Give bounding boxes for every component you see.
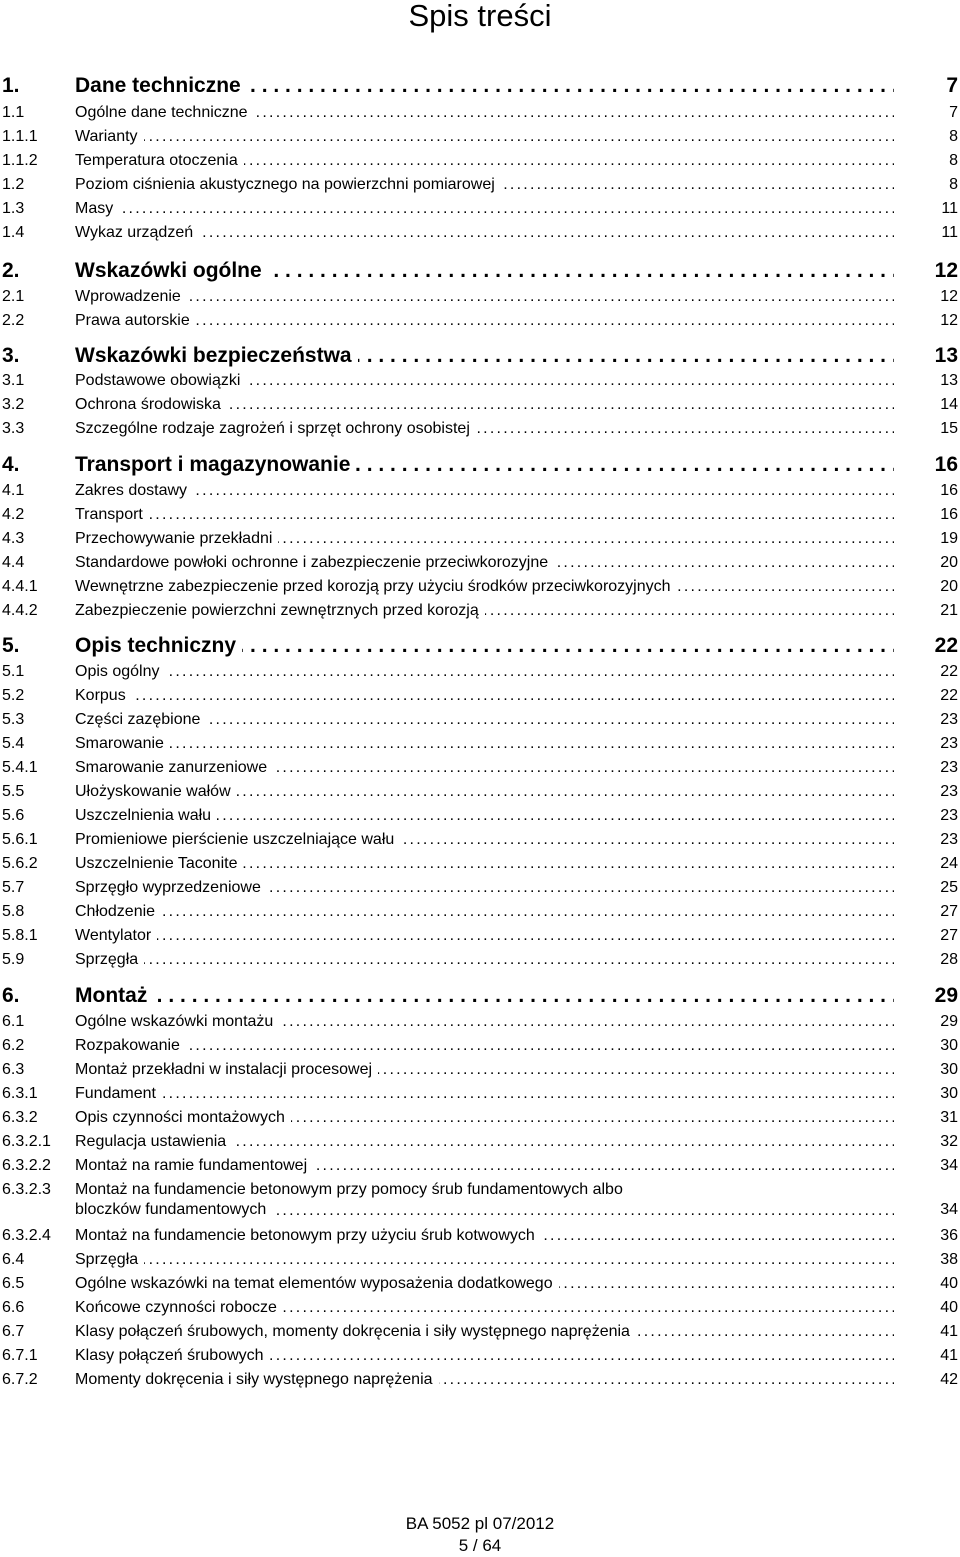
toc-entry[interactable] bbox=[0, 1322, 960, 1346]
toc-entry-number: 5.8.1 bbox=[2, 927, 38, 944]
toc-entry-page-number: 36 bbox=[940, 1227, 958, 1244]
toc-entry-page-number: 29 bbox=[934, 984, 958, 1007]
toc-entry-page-number: 7 bbox=[949, 104, 958, 121]
toc-entry-title bbox=[75, 395, 894, 415]
toc-entry[interactable] bbox=[0, 529, 960, 553]
toc-entry-number: 5.8 bbox=[2, 903, 25, 920]
toc-entry-number: 1.3 bbox=[2, 200, 25, 217]
toc-entry-title-text: Montaż na fundamencie betonowym przy użyciu śrub kotwowych bbox=[75, 1227, 541, 1244]
toc-entry-page-number: 23 bbox=[940, 711, 958, 728]
toc-entry-title bbox=[75, 127, 894, 147]
toc-entry-number: 4.1 bbox=[2, 482, 25, 499]
toc-entry[interactable] bbox=[0, 662, 960, 686]
toc-entry-number: 5.4.1 bbox=[2, 759, 38, 776]
toc-entry[interactable] bbox=[0, 1012, 960, 1036]
toc-entry[interactable] bbox=[0, 553, 960, 577]
toc-entry-page-number: 22 bbox=[940, 663, 958, 680]
toc-entry-title bbox=[75, 505, 894, 525]
toc-entry-title-text: Ułożyskowanie wałów bbox=[75, 783, 237, 800]
toc-entry-title bbox=[75, 1346, 894, 1366]
toc-entry-title-text: Sprzęgło wyprzedzeniowe bbox=[75, 879, 267, 896]
toc-entry-number: 6.3.2.4 bbox=[2, 1227, 51, 1244]
toc-entry-title-text: Wprowadzenie bbox=[75, 288, 187, 305]
toc-entry-title bbox=[75, 223, 894, 243]
toc-entry[interactable] bbox=[0, 830, 960, 854]
toc-entry-number: 5.6.1 bbox=[2, 831, 38, 848]
toc-entry-title-text: Momenty dokręcenia i siły występnego naprężenia bbox=[75, 1371, 439, 1388]
toc-entry-title-text: Zakres dostawy bbox=[75, 482, 193, 499]
toc-entry-title bbox=[75, 103, 894, 123]
toc-entry-page-number: 13 bbox=[940, 372, 958, 389]
toc-entry[interactable] bbox=[0, 127, 960, 151]
toc-entry[interactable] bbox=[0, 481, 960, 505]
toc-entry-number: 5.7 bbox=[2, 879, 25, 896]
toc-entry-number: 4.2 bbox=[2, 506, 25, 523]
toc-entry-page-number: 23 bbox=[940, 735, 958, 752]
toc-entry-page-number: 27 bbox=[940, 903, 958, 920]
toc-entry-page-number: 28 bbox=[940, 951, 958, 968]
toc-entry-page-number: 38 bbox=[940, 1251, 958, 1268]
toc-entry[interactable] bbox=[0, 577, 960, 601]
toc-entry-title-text: Opis techniczny bbox=[75, 634, 242, 657]
toc-entry-number: 5.2 bbox=[2, 687, 25, 704]
toc-entry-number: 4. bbox=[2, 453, 20, 476]
toc-entry[interactable] bbox=[0, 259, 960, 283]
toc-entry-page-number: 42 bbox=[940, 1371, 958, 1388]
toc-entry-title bbox=[75, 419, 894, 439]
toc-entry-page-number: 40 bbox=[940, 1299, 958, 1316]
toc-entry-page-number: 16 bbox=[934, 453, 958, 476]
toc-entry-number: 5.3 bbox=[2, 711, 25, 728]
toc-entry-number: 1.4 bbox=[2, 224, 25, 241]
toc-entry-number: 6. bbox=[2, 984, 20, 1007]
toc-entry-page-number: 21 bbox=[940, 602, 958, 619]
toc-entry-number: 2.1 bbox=[2, 288, 25, 305]
toc-entry-page-number: 23 bbox=[940, 759, 958, 776]
toc-entry-title-text: Standardowe powłoki ochronne i zabezpieczenie przeciwkorozyjne bbox=[75, 554, 554, 571]
toc-entry-number: 4.3 bbox=[2, 530, 25, 547]
toc-entry-title bbox=[75, 926, 894, 946]
toc-entry-title-text: Warianty bbox=[75, 128, 144, 145]
toc-entry-page-number: 14 bbox=[940, 396, 958, 413]
toc-entry-title bbox=[75, 481, 894, 501]
toc-entry-number: 6.7.2 bbox=[2, 1371, 38, 1388]
toc-entry-title-text: Końcowe czynności robocze bbox=[75, 1299, 283, 1316]
page-indicator: 5 / 64 bbox=[458, 1536, 502, 1555]
toc-entry-title bbox=[75, 1132, 894, 1152]
toc-entry-title bbox=[75, 686, 894, 706]
toc-entry-title bbox=[75, 1250, 894, 1270]
toc-entry-number: 5.6 bbox=[2, 807, 25, 824]
toc-entry-title-text: Zabezpieczenie powierzchni zewnętrznych przed korozją bbox=[75, 602, 485, 619]
toc-entry-number: 6.4 bbox=[2, 1251, 25, 1268]
toc-entry-title bbox=[75, 1084, 894, 1104]
toc-entry-title-text: Wentylator bbox=[75, 927, 157, 944]
toc-entry[interactable] bbox=[0, 710, 960, 734]
toc-entry-page-number: 34 bbox=[940, 1157, 958, 1174]
toc-entry-number: 6.3.2.2 bbox=[2, 1157, 51, 1174]
toc-entry-page-number: 12 bbox=[940, 288, 958, 305]
toc-entry-page-number: 13 bbox=[934, 344, 958, 367]
toc-entry-number: 6.3.2 bbox=[2, 1109, 38, 1126]
toc-entry[interactable] bbox=[0, 199, 960, 223]
toc-entry-title bbox=[75, 782, 894, 802]
toc-entry-title bbox=[75, 710, 894, 730]
toc-entry[interactable] bbox=[0, 419, 960, 443]
toc-entry-title bbox=[75, 601, 894, 621]
toc-entry-number: 6.3 bbox=[2, 1061, 25, 1078]
toc-entry[interactable] bbox=[0, 344, 960, 368]
toc-entry-number: 3. bbox=[2, 344, 20, 367]
toc-entry-number: 3.3 bbox=[2, 420, 25, 437]
toc-entry-title-text: Smarowanie zanurzeniowe bbox=[75, 759, 273, 776]
page-title: Spis treści bbox=[408, 0, 552, 33]
toc-entry-number: 6.2 bbox=[2, 1037, 25, 1054]
toc-entry-page-number: 7 bbox=[946, 74, 958, 97]
toc-entry-page-number: 27 bbox=[940, 927, 958, 944]
toc-entry[interactable] bbox=[0, 1298, 960, 1322]
toc-entry[interactable] bbox=[0, 1084, 960, 1108]
toc-entry-page-number: 20 bbox=[940, 578, 958, 595]
toc-entry-title-text: Montaż bbox=[75, 984, 153, 1007]
toc-entry-page-number: 16 bbox=[940, 506, 958, 523]
toc-entry-page-number: 8 bbox=[949, 128, 958, 145]
toc-entry-number: 1.1 bbox=[2, 104, 25, 121]
toc-entry-title bbox=[75, 311, 894, 331]
toc-entry-number: 2.2 bbox=[2, 312, 25, 329]
toc-entry-title bbox=[75, 529, 894, 549]
toc-entry-number: 4.4.2 bbox=[2, 602, 38, 619]
toc-entry-title-text: Montaż na fundamencie betonowym przy pomocy śrub fundamentowych albo bbox=[75, 1180, 894, 1200]
toc-entry[interactable] bbox=[0, 1060, 960, 1084]
toc-entry-title-text: Transport i magazynowanie bbox=[75, 453, 356, 476]
toc-entry-title-text: Transport bbox=[75, 506, 149, 523]
toc-entry-page-number: 16 bbox=[940, 482, 958, 499]
toc-entry-title bbox=[75, 1012, 894, 1032]
toc-entry-title bbox=[75, 1274, 894, 1294]
toc-entry-page-number: 11 bbox=[941, 224, 958, 241]
toc-entry-title-text: Chłodzenie bbox=[75, 903, 161, 920]
toc-entry-page-number: 12 bbox=[934, 259, 958, 282]
toc-entry-title bbox=[75, 734, 894, 754]
toc-entry[interactable] bbox=[0, 175, 960, 199]
toc-entry-page-number: 8 bbox=[949, 176, 958, 193]
toc-entry-title bbox=[75, 577, 894, 597]
toc-entry-page-number: 30 bbox=[940, 1037, 958, 1054]
toc-entry[interactable] bbox=[0, 806, 960, 830]
toc-entry-title bbox=[75, 1226, 894, 1246]
toc-entry-title bbox=[75, 344, 894, 368]
toc-entry-title bbox=[75, 259, 894, 283]
toc-entry-title-text: Korpus bbox=[75, 687, 132, 704]
toc-entry[interactable] bbox=[0, 902, 960, 926]
toc-entry-title-text: Ogólne dane techniczne bbox=[75, 104, 254, 121]
toc-entry-title-text: Rozpakowanie bbox=[75, 1037, 186, 1054]
toc-entry[interactable] bbox=[0, 395, 960, 419]
toc-entry-page-number: 12 bbox=[940, 312, 958, 329]
toc-entry-title bbox=[75, 453, 894, 477]
toc-entry-number: 5.9 bbox=[2, 951, 25, 968]
toc-entry-title-text: Montaż na ramie fundamentowej bbox=[75, 1157, 313, 1174]
toc-entry[interactable] bbox=[0, 854, 960, 878]
toc-entry[interactable] bbox=[0, 1132, 960, 1156]
toc-entry[interactable] bbox=[0, 151, 960, 175]
toc-entry-page-number: 24 bbox=[940, 855, 958, 872]
toc-entry[interactable] bbox=[0, 1274, 960, 1298]
toc-entry-page-number: 22 bbox=[940, 687, 958, 704]
toc-entry-title bbox=[75, 151, 894, 171]
toc-entry[interactable] bbox=[0, 926, 960, 950]
toc-entry-title bbox=[75, 553, 894, 573]
toc-entry-number: 3.1 bbox=[2, 372, 25, 389]
toc-entry-page-number: 19 bbox=[940, 530, 958, 547]
toc-entry-title-text: Uszczelnienia wału bbox=[75, 807, 217, 824]
toc-entry-page-number: 20 bbox=[940, 554, 958, 571]
toc-entry-number: 6.5 bbox=[2, 1275, 25, 1292]
toc-entry-title-text: Wewnętrzne zabezpieczenie przed korozją przy użyciu środków przeciwkorozyjnych bbox=[75, 578, 677, 595]
toc-entry-number: 5.4 bbox=[2, 735, 25, 752]
toc-entry-title-text: Sprzęgła bbox=[75, 951, 144, 968]
toc-entry-page-number: 25 bbox=[940, 879, 958, 896]
toc-entry-title bbox=[75, 758, 894, 778]
toc-entry-number: 1. bbox=[2, 74, 20, 97]
toc-entry-title-text: Wskazówki ogólne bbox=[75, 259, 268, 282]
toc-entry-title bbox=[75, 878, 894, 898]
toc-entry[interactable] bbox=[0, 1226, 960, 1250]
toc-entry-title-text: Wskazówki bezpieczeństwa bbox=[75, 344, 358, 367]
toc-entry[interactable] bbox=[0, 453, 960, 477]
toc-entry-title-text: Wykaz urządzeń bbox=[75, 224, 199, 241]
toc-entry-page-number: 23 bbox=[940, 783, 958, 800]
toc-entry[interactable] bbox=[0, 601, 960, 625]
toc-entry[interactable] bbox=[0, 1036, 960, 1060]
toc-entry[interactable] bbox=[0, 74, 960, 98]
toc-entry-number: 6.6 bbox=[2, 1299, 25, 1316]
toc-entry[interactable] bbox=[0, 686, 960, 710]
toc-entry-number: 4.4.1 bbox=[2, 578, 38, 595]
toc-entry-title bbox=[75, 1108, 894, 1128]
toc-entry-title bbox=[75, 950, 894, 970]
toc-entry-title-text: Montaż przekładni w instalacji procesowej bbox=[75, 1061, 378, 1078]
toc-entry-title-text: Sprzęgła bbox=[75, 1251, 144, 1268]
toc-entry[interactable] bbox=[0, 782, 960, 806]
toc-entry-page-number: 32 bbox=[940, 1133, 958, 1150]
toc-entry-number: 3.2 bbox=[2, 396, 25, 413]
toc-entry-page-number: 40 bbox=[940, 1275, 958, 1292]
toc-entry-title bbox=[75, 74, 894, 98]
toc-entry[interactable] bbox=[0, 758, 960, 782]
toc-entry[interactable] bbox=[0, 103, 960, 127]
toc-entry[interactable] bbox=[0, 371, 960, 395]
toc-entry-title bbox=[75, 1298, 894, 1318]
toc-entry-number: 1.2 bbox=[2, 176, 25, 193]
toc-entry-number: 5.5 bbox=[2, 783, 25, 800]
toc-entry-title-text: Dane techniczne bbox=[75, 74, 247, 97]
toc-entry-title-text: Prawa autorskie bbox=[75, 312, 196, 329]
toc-entry-title-text: Podstawowe obowiązki bbox=[75, 372, 246, 389]
toc-entry-number: 6.3.2.3 bbox=[2, 1181, 51, 1198]
toc-entry-page-number: 41 bbox=[940, 1347, 958, 1364]
toc-entry-page-number: 22 bbox=[934, 634, 958, 657]
toc-entry-title-text: Szczególne rodzaje zagrożeń i sprzęt ochrony osobistej bbox=[75, 420, 476, 437]
toc-entry-number: 5.6.2 bbox=[2, 855, 38, 872]
toc-entry-number: 6.7 bbox=[2, 1323, 25, 1340]
toc-entry-title bbox=[75, 1036, 894, 1056]
toc-entry-title-text: Ochrona środowiska bbox=[75, 396, 227, 413]
toc-entry[interactable] bbox=[0, 1156, 960, 1180]
toc-entry-title-text: Opis ogólny bbox=[75, 663, 166, 680]
toc-entry-number: 6.3.2.1 bbox=[2, 1133, 51, 1150]
toc-entry-title bbox=[75, 287, 894, 307]
toc-entry-title-text-line2: bloczków fundamentowych bbox=[75, 1201, 272, 1218]
toc-entry-title-text: Regulacja ustawienia bbox=[75, 1133, 232, 1150]
toc-entry[interactable] bbox=[0, 878, 960, 902]
toc-entry-page-number: 34 bbox=[940, 1201, 958, 1218]
toc-entry-title bbox=[75, 199, 894, 219]
toc-entry[interactable] bbox=[0, 1370, 960, 1394]
toc-entry-number: 5. bbox=[2, 634, 20, 657]
toc-entry-title-text: Klasy połączeń śrubowych bbox=[75, 1347, 270, 1364]
toc-entry[interactable] bbox=[0, 1108, 960, 1132]
toc-entry-title-text: Temperatura otoczenia bbox=[75, 152, 244, 169]
toc-entry[interactable] bbox=[0, 634, 960, 658]
toc-entry-number: 1.1.1 bbox=[2, 128, 38, 145]
toc-entry-number: 6.1 bbox=[2, 1013, 25, 1030]
toc-entry-number: 4.4 bbox=[2, 554, 25, 571]
toc-entry-page-number: 8 bbox=[949, 152, 958, 169]
toc-entry-number: 6.7.1 bbox=[2, 1347, 38, 1364]
toc-entry-title bbox=[75, 1156, 894, 1176]
toc-entry-title bbox=[75, 634, 894, 658]
toc-entry-title-text: Masy bbox=[75, 200, 119, 217]
toc-entry-title-text: Klasy połączeń śrubowych, momenty dokręcenia i siły występnego naprężenia bbox=[75, 1323, 636, 1340]
toc-entry-title-text: Opis czynności montażowych bbox=[75, 1109, 291, 1126]
toc-entry-title-text: Przechowywanie przekładni bbox=[75, 530, 278, 547]
toc-entry-title bbox=[75, 984, 894, 1008]
toc-entry-page-number: 30 bbox=[940, 1061, 958, 1078]
toc-entry-title-text: Promieniowe pierścienie uszczelniające wału bbox=[75, 831, 400, 848]
toc-entry-title bbox=[75, 902, 894, 922]
toc-entry[interactable] bbox=[0, 984, 960, 1008]
toc-entry-title-text: Smarowanie bbox=[75, 735, 170, 752]
toc-entry-title-text: Ogólne wskazówki montażu bbox=[75, 1013, 279, 1030]
toc-entry-page-number: 11 bbox=[941, 200, 958, 217]
toc-entry-page-number: 23 bbox=[940, 807, 958, 824]
toc-entry[interactable] bbox=[0, 1346, 960, 1370]
toc-entry-title bbox=[75, 1370, 894, 1390]
toc-entry-number: 1.1.2 bbox=[2, 152, 38, 169]
toc-entry-page-number: 41 bbox=[940, 1323, 958, 1340]
toc-entry-title-text: Uszczelnienie Taconite bbox=[75, 855, 243, 872]
toc-entry-page-number: 15 bbox=[940, 420, 958, 437]
toc-entry-page-number: 29 bbox=[940, 1013, 958, 1030]
toc-entry-title bbox=[75, 1060, 894, 1080]
toc-entry[interactable] bbox=[0, 950, 960, 974]
toc-entry-title-text: Części zazębione bbox=[75, 711, 206, 728]
toc-entry-title-text: Fundament bbox=[75, 1085, 162, 1102]
toc-entry-title bbox=[75, 1180, 894, 1224]
toc-entry-title bbox=[75, 1322, 894, 1342]
toc-entry-number: 2. bbox=[2, 259, 20, 282]
toc-entry-title bbox=[75, 175, 894, 195]
toc-entry-number: 5.1 bbox=[2, 663, 25, 680]
toc-entry-title-text: Poziom ciśnienia akustycznego na powierzchni pomiarowej bbox=[75, 176, 501, 193]
document-id: BA 5052 pl 07/2012 bbox=[405, 1514, 555, 1533]
toc-entry-title bbox=[75, 830, 894, 850]
toc-entry-title bbox=[75, 371, 894, 391]
toc-entry-page-number: 30 bbox=[940, 1085, 958, 1102]
toc-entry-title bbox=[75, 854, 894, 874]
toc-entry-title bbox=[75, 662, 894, 682]
toc-entry-page-number: 31 bbox=[940, 1109, 958, 1126]
toc-entry[interactable] bbox=[0, 505, 960, 529]
toc-entry[interactable] bbox=[0, 311, 960, 335]
toc-entry[interactable] bbox=[0, 1180, 960, 1224]
toc-entry-number: 6.3.1 bbox=[2, 1085, 38, 1102]
toc-entry[interactable] bbox=[0, 287, 960, 311]
toc-entry[interactable] bbox=[0, 734, 960, 758]
toc-entry[interactable] bbox=[0, 223, 960, 247]
toc-entry[interactable] bbox=[0, 1250, 960, 1274]
toc-entry-title-text: Ogólne wskazówki na temat elementów wyposażenia dodatkowego bbox=[75, 1275, 559, 1292]
toc-entry-page-number: 23 bbox=[940, 831, 958, 848]
toc-entry-title bbox=[75, 806, 894, 826]
